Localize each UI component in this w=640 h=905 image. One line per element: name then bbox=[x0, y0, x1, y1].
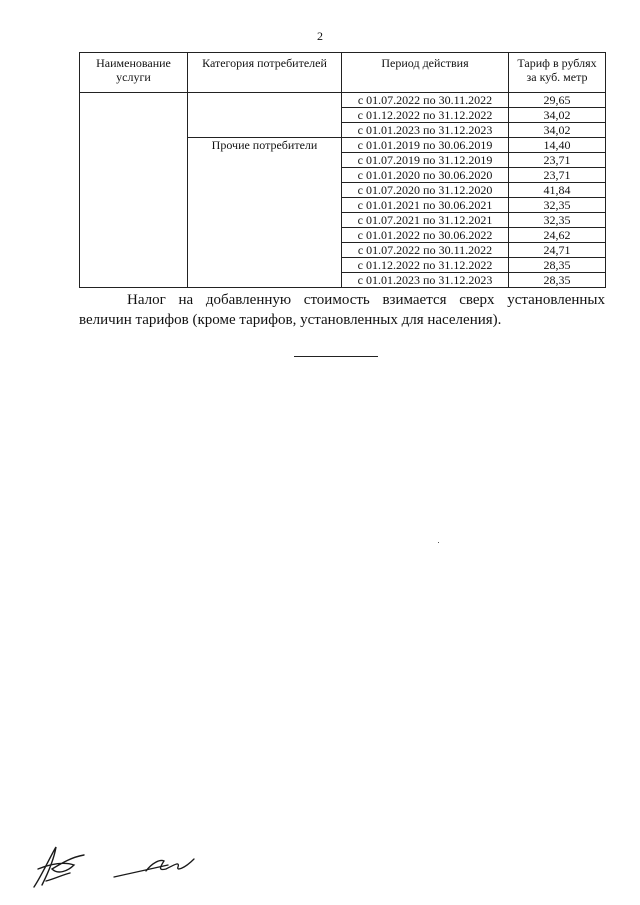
period-cell: с 01.07.2020 по 31.12.2020 bbox=[342, 183, 509, 198]
period-cell: с 01.12.2022 по 31.12.2022 bbox=[342, 108, 509, 123]
tariff-cell: 32,35 bbox=[509, 198, 606, 213]
signature-1 bbox=[34, 847, 84, 887]
service-cell bbox=[80, 93, 188, 288]
period-cell: с 01.01.2021 по 30.06.2021 bbox=[342, 198, 509, 213]
scan-speck bbox=[438, 542, 439, 543]
page-number: 2 bbox=[317, 29, 323, 43]
signature-2 bbox=[114, 859, 194, 877]
period-cell: с 01.01.2019 по 30.06.2019 bbox=[342, 138, 509, 153]
tariff-cell: 34,02 bbox=[509, 108, 606, 123]
vat-note bbox=[79, 290, 605, 330]
header-service: Наименование услуги bbox=[80, 53, 188, 93]
table-header-row bbox=[80, 53, 606, 93]
tariff-cell: 23,71 bbox=[509, 168, 606, 183]
header-category: Категория потребителей bbox=[188, 53, 342, 93]
tariff-cell: 14,40 bbox=[509, 138, 606, 153]
period-cell: с 01.01.2022 по 30.06.2022 bbox=[342, 228, 509, 243]
period-cell: с 01.01.2020 по 30.06.2020 bbox=[342, 168, 509, 183]
tariff-table bbox=[79, 52, 606, 288]
table-row bbox=[80, 93, 606, 108]
period-cell: с 01.07.2022 по 30.11.2022 bbox=[342, 243, 509, 258]
category-cell bbox=[188, 93, 342, 138]
tariff-cell: 29,65 bbox=[509, 93, 606, 108]
signatures bbox=[28, 845, 208, 890]
tariff-cell: 24,71 bbox=[509, 243, 606, 258]
tariff-cell: 28,35 bbox=[509, 273, 606, 288]
closing-rule bbox=[294, 356, 378, 357]
tariff-cell: 34,02 bbox=[509, 123, 606, 138]
tariff-cell: 32,35 bbox=[509, 213, 606, 228]
tariff-cell: 23,71 bbox=[509, 153, 606, 168]
period-cell: с 01.07.2019 по 31.12.2019 bbox=[342, 153, 509, 168]
period-cell: с 01.12.2022 по 31.12.2022 bbox=[342, 258, 509, 273]
vat-note-text: Налог на добавленную стоимость взимается сверх установленных величин тарифов (кроме тарифов, установленных для населения). bbox=[79, 292, 605, 328]
period-cell: с 01.07.2022 по 30.11.2022 bbox=[342, 93, 509, 108]
header-period: Период действия bbox=[342, 53, 509, 93]
category-cell: Прочие потребители bbox=[188, 138, 342, 288]
header-tariff: Тариф в рублях за куб. метр bbox=[509, 53, 606, 93]
period-cell: с 01.01.2023 по 31.12.2023 bbox=[342, 273, 509, 288]
period-cell: с 01.01.2023 по 31.12.2023 bbox=[342, 123, 509, 138]
tariff-cell: 28,35 bbox=[509, 258, 606, 273]
tariff-cell: 24,62 bbox=[509, 228, 606, 243]
period-cell: с 01.07.2021 по 31.12.2021 bbox=[342, 213, 509, 228]
tariff-cell: 41,84 bbox=[509, 183, 606, 198]
